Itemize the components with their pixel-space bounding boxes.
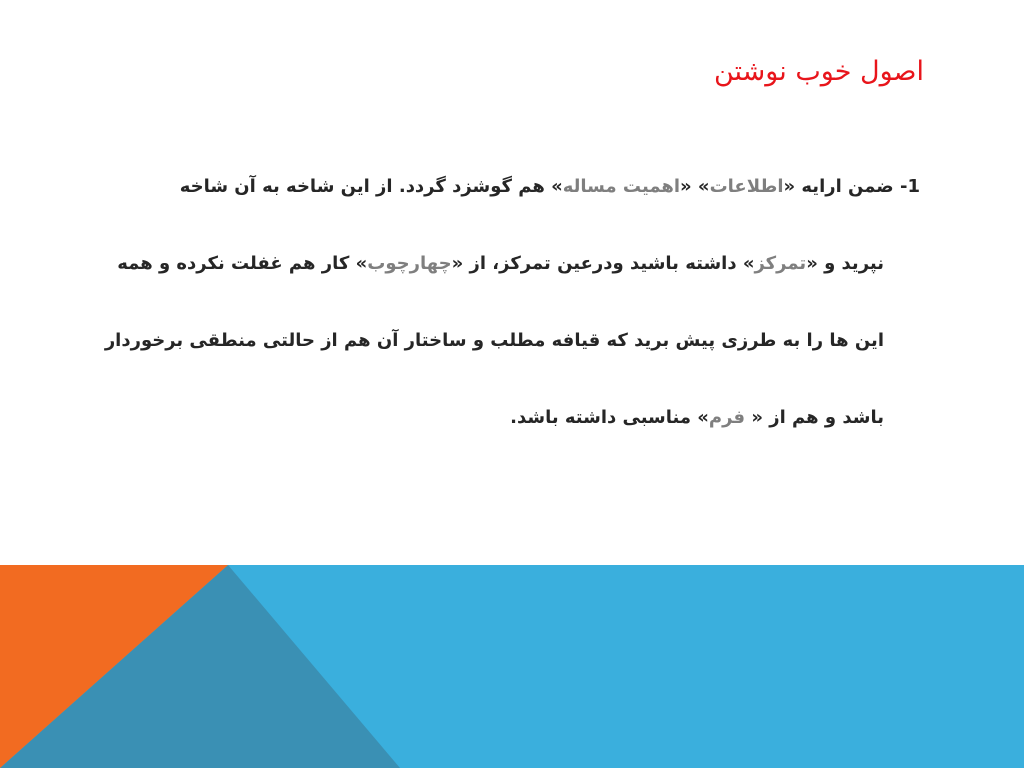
decorative-footer-band	[0, 565, 1024, 768]
text-segment: » کار هم غفلت نکرده و همه	[117, 253, 368, 274]
highlight-keyword: فرم	[708, 407, 746, 428]
text-segment: » «	[680, 176, 710, 197]
slide-title: اصول خوب نوشتن	[713, 56, 924, 87]
list-number: 1-	[899, 176, 920, 197]
paragraph-line-1	[98, 148, 920, 225]
highlight-keyword: چهارچوب	[367, 253, 452, 274]
text-segment: نپرید و «	[806, 253, 884, 274]
paragraph-line-3	[98, 302, 920, 379]
paragraph-line-2	[98, 225, 920, 302]
highlight-keyword: اهمیت مساله	[562, 176, 681, 197]
text-segment: باشد و هم از «	[745, 407, 884, 428]
text-segment: ضمن ارایه «	[783, 176, 894, 197]
text-segment: » داشته باشید ودرعین تمرکز، از «	[451, 253, 755, 274]
text-segment: » مناسبی داشته باشد.	[510, 407, 709, 428]
highlight-keyword: تمرکز	[754, 253, 807, 274]
text-segment: این ها را به طرزی پیش برید که قیافه مطلب و ساختار آن هم از حالتی منطقی برخوردار	[104, 330, 884, 351]
paragraph-line-4	[98, 379, 920, 456]
text-segment: » هم گوشزد گردد. از این شاخه به آن شاخه	[179, 176, 563, 197]
body-paragraph	[98, 148, 920, 456]
highlight-keyword: اطلاعات	[709, 176, 784, 197]
